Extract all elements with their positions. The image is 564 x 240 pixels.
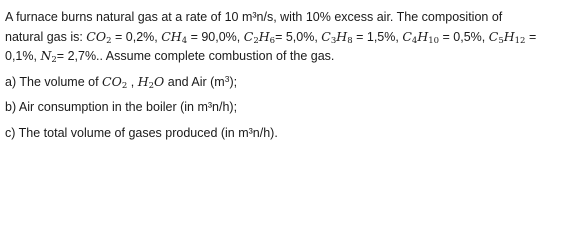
formula-co2: $CO_2$ bbox=[86, 29, 112, 46]
formula-c5h12: $C_5H_{12}$ bbox=[488, 29, 526, 46]
formula-c2h6: $C_2H_6$ bbox=[243, 29, 276, 46]
formula-c4h10: $C_4H_{10}$ bbox=[402, 29, 440, 46]
composition-line: natural gas is: $CO_2 = 0,2\%$, $CH_4 = 90,0\%$, $C_2H_6= 5,0\%$, $C_3H_8 = 1,5\%$, $C_4H_{10} = 0,5\%$, $C_5H_{12}$ = bbox=[5, 29, 537, 46]
question-a: a) The volume of $CO_2$ , $H_2O$ and Air $(m^3)$; bbox=[5, 74, 238, 91]
formula-co2-q: $CO_2$ bbox=[102, 74, 128, 91]
formula-ch4: $CH_4$ bbox=[161, 29, 188, 46]
problem-document bbox=[5, 8, 557, 143]
question-c: c) The total volume of gases produced (in m³n/h). bbox=[5, 126, 278, 140]
formula-h2o: $H_2O$ bbox=[137, 74, 165, 91]
question-b: b) Air consumption in the boiler (in m³n/h); bbox=[5, 100, 238, 114]
formula-n2: $N_2$ bbox=[40, 48, 57, 65]
composition-line-end: 0,1%, $N_2= 2,7\%$.. Assume complete combustion of the gas. bbox=[5, 48, 335, 65]
intro-line-1: A furnace burns natural gas at a rate of 10 m³n/s, with 10% excess air. The composition of bbox=[5, 10, 503, 24]
formula-c3h8: $C_3H_8$ bbox=[321, 29, 353, 46]
